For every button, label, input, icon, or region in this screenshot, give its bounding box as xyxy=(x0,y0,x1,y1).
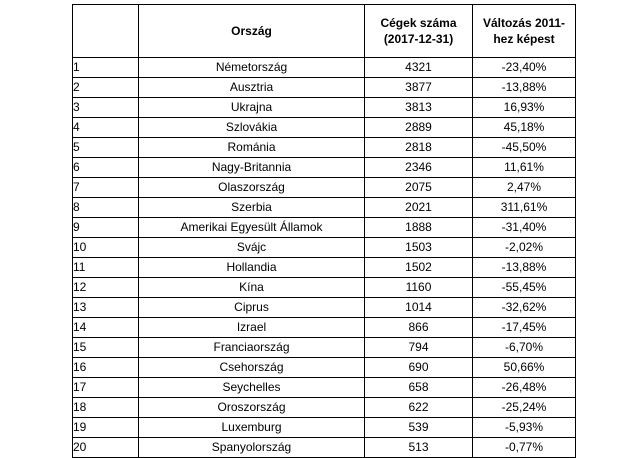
rank-cell: 5 xyxy=(73,138,139,158)
rank-cell: 12 xyxy=(73,278,139,298)
rank-cell: 13 xyxy=(73,298,139,318)
company-count-cell: 539 xyxy=(365,418,473,438)
country-cell: Kína xyxy=(139,278,365,298)
rank-cell: 16 xyxy=(73,358,139,378)
country-cell: Nagy-Britannia xyxy=(139,158,365,178)
change-cell: 2,47% xyxy=(473,178,576,198)
change-cell: -26,48% xyxy=(473,378,576,398)
company-count-cell: 3813 xyxy=(365,98,473,118)
table-row xyxy=(73,338,576,358)
change-cell: -25,24% xyxy=(473,398,576,418)
change-cell: 16,93% xyxy=(473,98,576,118)
rank-cell: 14 xyxy=(73,318,139,338)
company-count-cell: 658 xyxy=(365,378,473,398)
change-cell: -13,88% xyxy=(473,258,576,278)
change-cell: -45,50% xyxy=(473,138,576,158)
country-cell: Spanyolország xyxy=(139,438,365,458)
table-row xyxy=(73,198,576,218)
company-count-cell: 690 xyxy=(365,358,473,378)
table-row xyxy=(73,298,576,318)
change-cell: -13,88% xyxy=(473,78,576,98)
change-cell: 45,18% xyxy=(473,118,576,138)
company-count-cell: 4321 xyxy=(365,58,473,78)
change-cell: 50,66% xyxy=(473,358,576,378)
header-change: Változás 2011-hez képest xyxy=(473,5,576,58)
rank-cell: 6 xyxy=(73,158,139,178)
country-cell: Ciprus xyxy=(139,298,365,318)
country-cell: Csehország xyxy=(139,358,365,378)
country-cell: Ukrajna xyxy=(139,98,365,118)
change-cell: -2,02% xyxy=(473,238,576,258)
country-cell: Hollandia xyxy=(139,258,365,278)
company-count-cell: 2021 xyxy=(365,198,473,218)
company-count-cell: 3877 xyxy=(365,78,473,98)
country-cell: Románia xyxy=(139,138,365,158)
header-country: Ország xyxy=(139,5,365,58)
rank-cell: 19 xyxy=(73,418,139,438)
change-cell: -6,70% xyxy=(473,338,576,358)
table-row xyxy=(73,118,576,138)
country-cell: Németország xyxy=(139,58,365,78)
company-count-cell: 1503 xyxy=(365,238,473,258)
table-row xyxy=(73,258,576,278)
country-companies-table xyxy=(72,4,576,458)
rank-cell: 10 xyxy=(73,238,139,258)
country-cell: Szlovákia xyxy=(139,118,365,138)
rank-cell: 11 xyxy=(73,258,139,278)
table-row xyxy=(73,58,576,78)
rank-cell: 7 xyxy=(73,178,139,198)
change-cell: -17,45% xyxy=(473,318,576,338)
company-count-cell: 866 xyxy=(365,318,473,338)
rank-cell: 8 xyxy=(73,198,139,218)
change-cell: 311,61% xyxy=(473,198,576,218)
rank-cell: 9 xyxy=(73,218,139,238)
rank-cell: 20 xyxy=(73,438,139,458)
company-count-cell: 794 xyxy=(365,338,473,358)
table-row xyxy=(73,318,576,338)
rank-cell: 1 xyxy=(73,58,139,78)
company-count-cell: 2075 xyxy=(365,178,473,198)
table-row xyxy=(73,398,576,418)
change-cell: -5,93% xyxy=(473,418,576,438)
country-cell: Svájc xyxy=(139,238,365,258)
country-cell: Szerbia xyxy=(139,198,365,218)
country-cell: Luxemburg xyxy=(139,418,365,438)
table-row xyxy=(73,178,576,198)
table-row xyxy=(73,98,576,118)
table-row xyxy=(73,78,576,98)
company-count-cell: 513 xyxy=(365,438,473,458)
company-count-cell: 1502 xyxy=(365,258,473,278)
table-row xyxy=(73,438,576,458)
table-body xyxy=(73,58,576,458)
company-count-cell: 1888 xyxy=(365,218,473,238)
table-row xyxy=(73,238,576,258)
change-cell: 11,61% xyxy=(473,158,576,178)
company-count-cell: 2818 xyxy=(365,138,473,158)
table-row xyxy=(73,358,576,378)
company-count-cell: 1160 xyxy=(365,278,473,298)
country-cell: Olaszország xyxy=(139,178,365,198)
country-cell: Oroszország xyxy=(139,398,365,418)
change-cell: -23,40% xyxy=(473,58,576,78)
country-cell: Ausztria xyxy=(139,78,365,98)
country-cell: Izrael xyxy=(139,318,365,338)
change-cell: -32,62% xyxy=(473,298,576,318)
country-cell: Seychelles xyxy=(139,378,365,398)
change-cell: -55,45% xyxy=(473,278,576,298)
header-row xyxy=(73,5,576,58)
rank-cell: 4 xyxy=(73,118,139,138)
company-count-cell: 2346 xyxy=(365,158,473,178)
country-cell: Amerikai Egyesült Államok xyxy=(139,218,365,238)
company-count-cell: 1014 xyxy=(365,298,473,318)
change-cell: -31,40% xyxy=(473,218,576,238)
table-row xyxy=(73,158,576,178)
rank-cell: 18 xyxy=(73,398,139,418)
company-count-cell: 2889 xyxy=(365,118,473,138)
table-row xyxy=(73,218,576,238)
header-rank xyxy=(73,5,139,58)
country-cell: Franciaország xyxy=(139,338,365,358)
table-row xyxy=(73,378,576,398)
company-count-cell: 622 xyxy=(365,398,473,418)
header-count: Cégek száma (2017-12-31) xyxy=(365,5,473,58)
table-row xyxy=(73,278,576,298)
change-cell: -0,77% xyxy=(473,438,576,458)
table-row xyxy=(73,418,576,438)
rank-cell: 15 xyxy=(73,338,139,358)
rank-cell: 2 xyxy=(73,78,139,98)
table-row xyxy=(73,138,576,158)
rank-cell: 3 xyxy=(73,98,139,118)
rank-cell: 17 xyxy=(73,378,139,398)
